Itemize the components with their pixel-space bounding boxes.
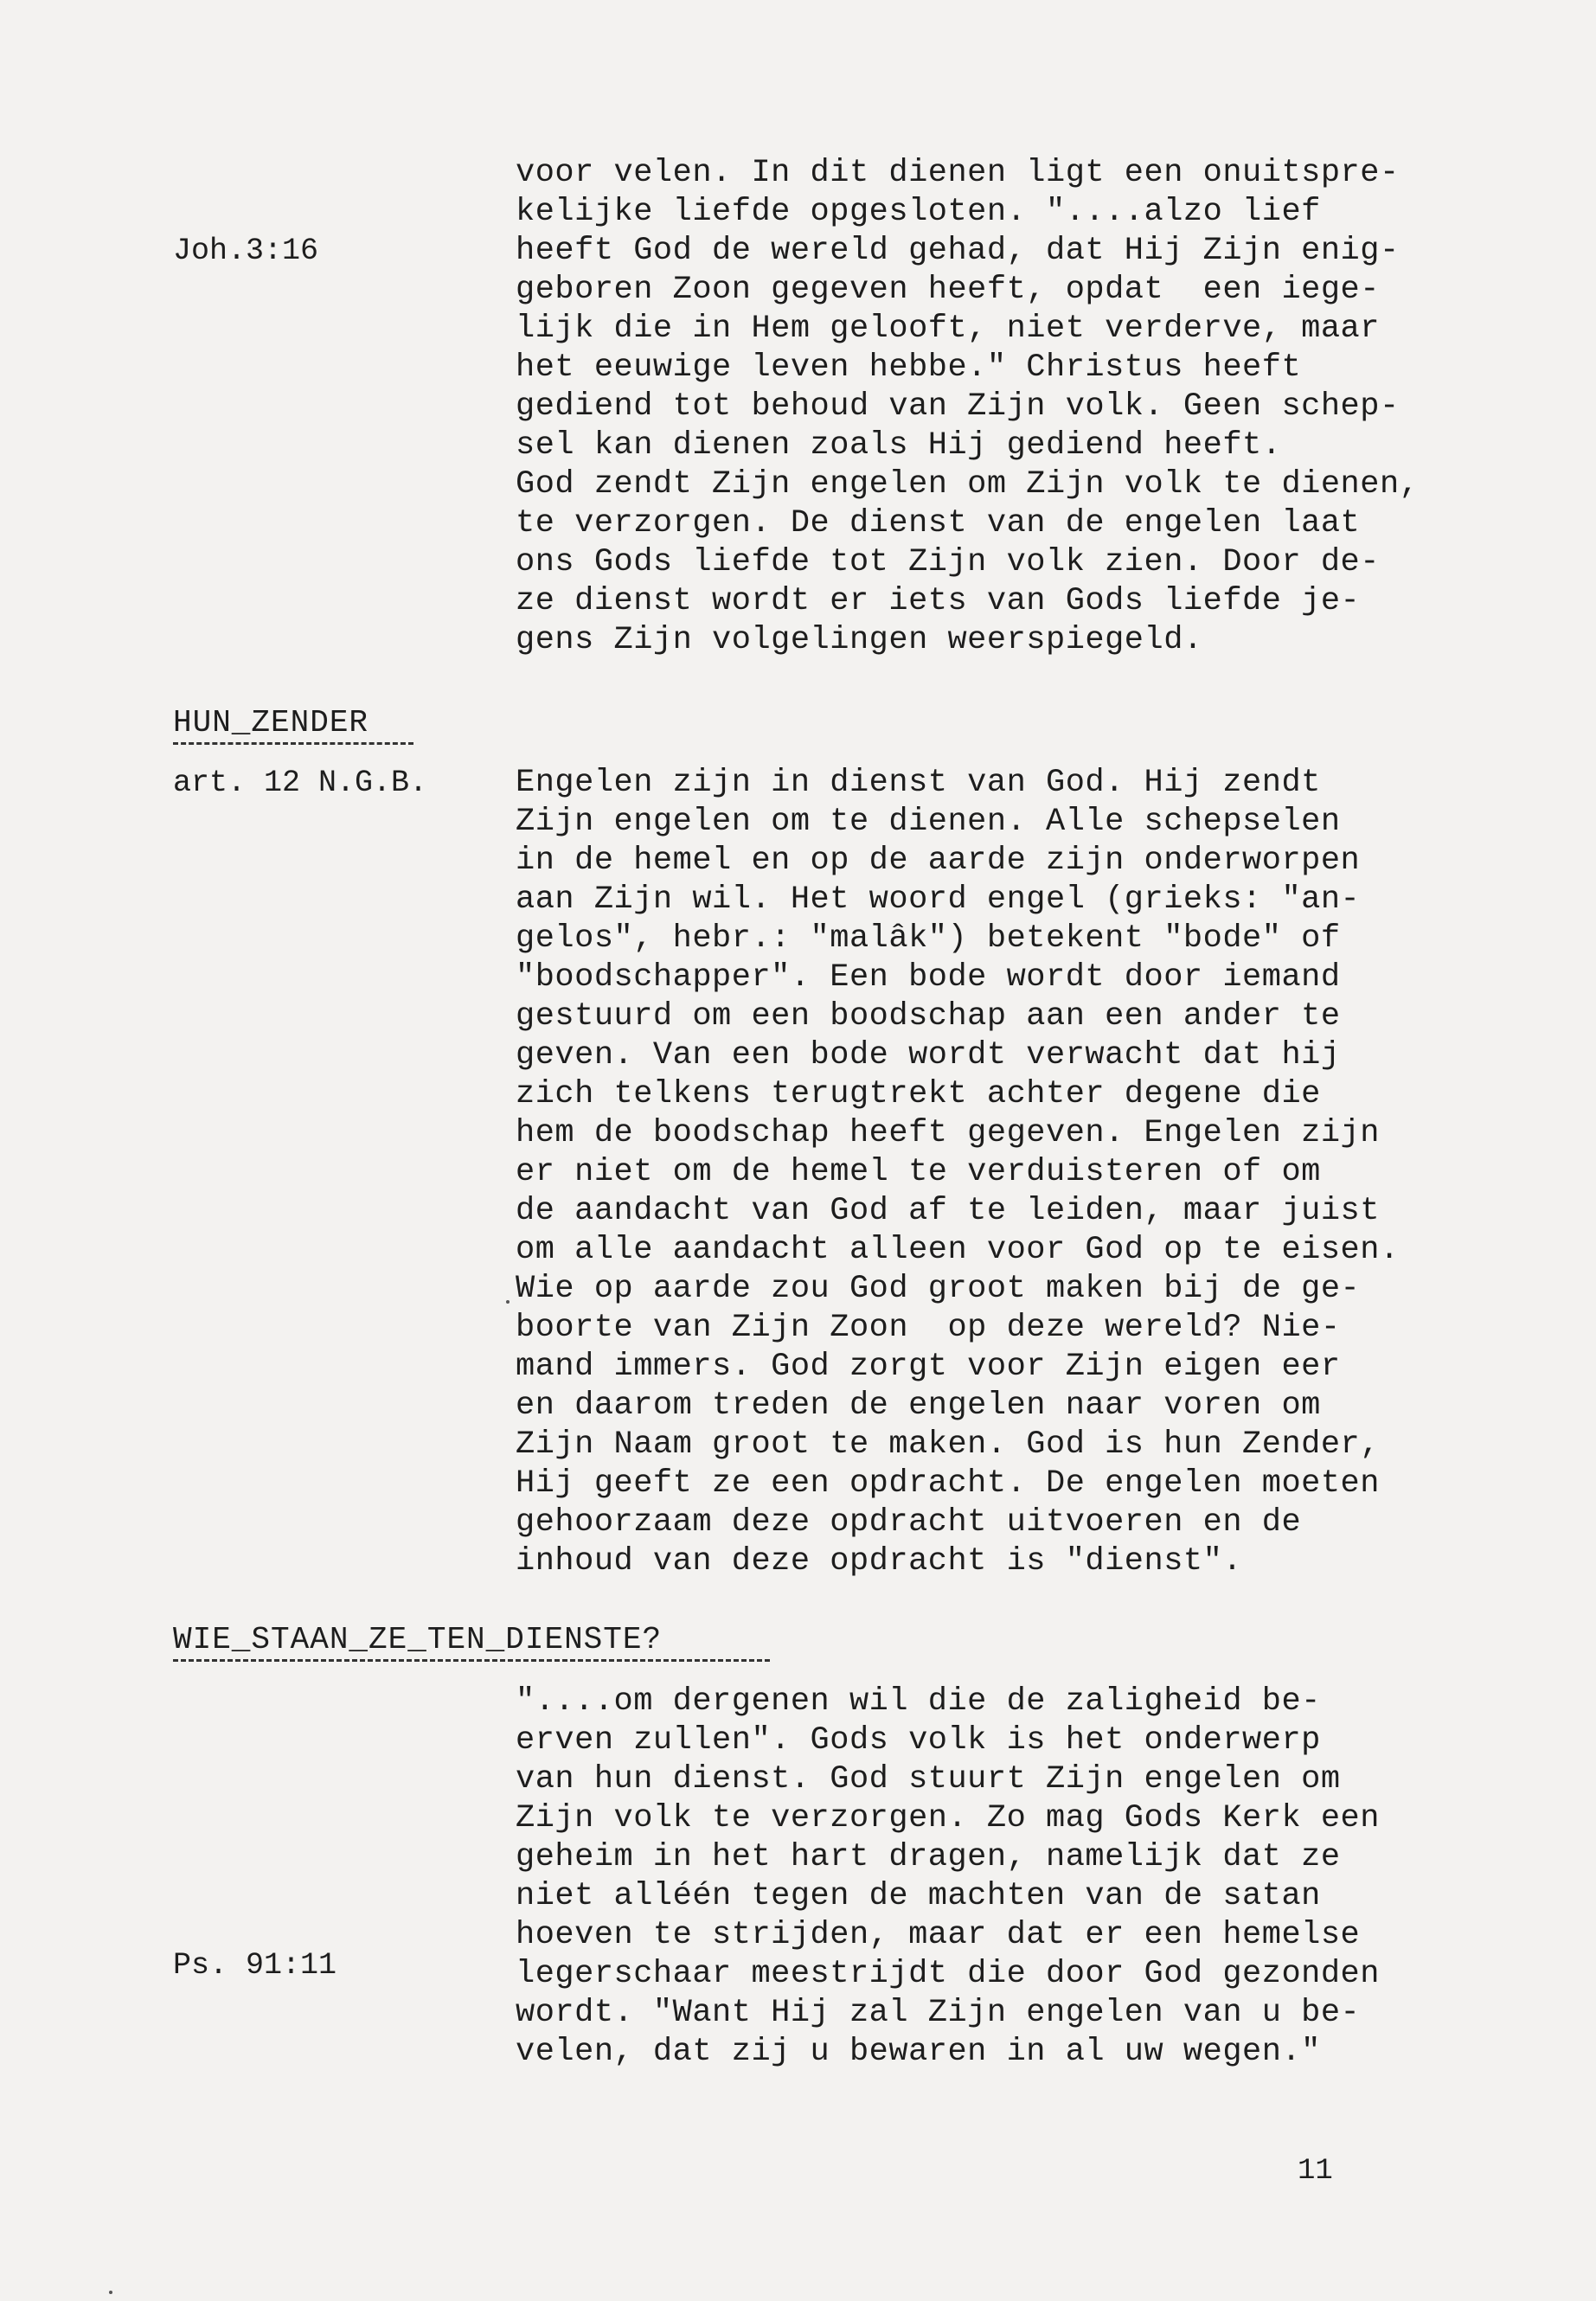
- text-line: ze dienst wordt er iets van Gods liefde je-: [516, 583, 1361, 619]
- text-line: geven. Van een bode wordt verwacht dat hij: [516, 1037, 1341, 1074]
- text-line: Zijn Naam groot te maken. God is hun Zender,: [516, 1426, 1380, 1463]
- text-line: gens Zijn volgelingen weerspiegeld.: [516, 622, 1203, 658]
- text-line: legerschaar meestrijdt die door God gezonden: [516, 1956, 1380, 1992]
- text-line: gelos", hebr.: "malâk") betekent "bode" of: [516, 920, 1341, 957]
- text-line: hem de boodschap heeft gegeven. Engelen zijn: [516, 1115, 1380, 1151]
- margin-note-joh: Joh.3:16: [173, 234, 319, 268]
- text-line: God zendt Zijn engelen om Zijn volk te dienen,: [516, 466, 1420, 503]
- text-line: voor velen. In dit dienen ligt een onuitspre-: [516, 155, 1400, 191]
- text-line: geboren Zoon gegeven heeft, opdat een iege-: [516, 272, 1380, 308]
- text-line: gestuurd om een boodschap aan een ander te: [516, 998, 1341, 1035]
- text-line: hoeven te strijden, maar dat er een hemelse: [516, 1917, 1361, 1953]
- text-line: Engelen zijn in dienst van God. Hij zendt: [516, 765, 1321, 801]
- page-number: 11: [1298, 2155, 1333, 2188]
- text-line: van hun dienst. God stuurt Zijn engelen om: [516, 1761, 1341, 1798]
- text-line: lijk die in Hem gelooft, niet verderve, maar: [516, 311, 1380, 347]
- text-line: niet alléén tegen de machten van de satan: [516, 1878, 1321, 1914]
- text-line: en daarom treden de engelen naar voren om: [516, 1388, 1321, 1424]
- text-line: mand immers. God zorgt voor Zijn eigen eer: [516, 1349, 1341, 1385]
- text-line: te verzorgen. De dienst van de engelen laat: [516, 505, 1361, 542]
- heading-hun-zender: HUN_ZENDER: [173, 705, 369, 740]
- text-line: in de hemel en op de aarde zijn onderworpen: [516, 843, 1361, 879]
- text-line: om alle aandacht alleen voor God op te eisen.: [516, 1232, 1400, 1268]
- print-speck: [506, 1300, 510, 1304]
- text-line: zich telkens terugtrekt achter degene die: [516, 1076, 1321, 1112]
- text-line: Hij geeft ze een opdracht. De engelen moeten: [516, 1465, 1380, 1502]
- text-line: wordt. "Want Hij zal Zijn engelen van u be-: [516, 1995, 1361, 2031]
- text-line: gehoorzaam deze opdracht uitvoeren en de: [516, 1504, 1302, 1541]
- text-line: het eeuwige leven hebbe." Christus heeft: [516, 349, 1302, 386]
- text-line: kelijke liefde opgesloten. "....alzo lief: [516, 194, 1321, 230]
- text-line: Wie op aarde zou God groot maken bij de ge-: [516, 1271, 1361, 1307]
- text-line: erven zullen". Gods volk is het onderwerp: [516, 1722, 1321, 1759]
- margin-note-art: art. 12 N.G.B.: [173, 766, 428, 800]
- text-line: "boodschapper". Een bode wordt door iemand: [516, 959, 1341, 996]
- text-line: gediend tot behoud van Zijn volk. Geen schep-: [516, 388, 1400, 425]
- text-line: aan Zijn wil. Het woord engel (grieks: "an-: [516, 881, 1361, 918]
- text-line: Zijn engelen om te dienen. Alle schepselen: [516, 804, 1341, 840]
- text-line: velen, dat zij u bewaren in al uw wegen.": [516, 2034, 1321, 2070]
- text-line: sel kan dienen zoals Hij gediend heeft.: [516, 427, 1282, 464]
- text-line: de aandacht van God af te leiden, maar juist: [516, 1193, 1380, 1229]
- heading-hun-zender-underline: [173, 742, 413, 745]
- text-line: boorte van Zijn Zoon op deze wereld? Nie-: [516, 1310, 1341, 1346]
- text-line: geheim in het hart dragen, namelijk dat ze: [516, 1839, 1341, 1875]
- heading-wie-staan-underline: [173, 1659, 770, 1662]
- text-line: Zijn volk te verzorgen. Zo mag Gods Kerk een: [516, 1800, 1380, 1836]
- heading-wie-staan: WIE_STAAN_ZE_TEN_DIENSTE?: [173, 1622, 663, 1657]
- text-line: "....om dergenen wil die de zaligheid be-: [516, 1683, 1321, 1720]
- text-line: heeft God de wereld gehad, dat Hij Zijn enig-: [516, 233, 1400, 269]
- text-line: er niet om de hemel te verduisteren of om: [516, 1154, 1321, 1190]
- text-line: ons Gods liefde tot Zijn volk zien. Door de-: [516, 544, 1380, 580]
- text-line: inhoud van deze opdracht is "dienst".: [516, 1543, 1243, 1580]
- print-speck: [109, 2291, 112, 2294]
- margin-note-ps: Ps. 91:11: [173, 1948, 337, 1983]
